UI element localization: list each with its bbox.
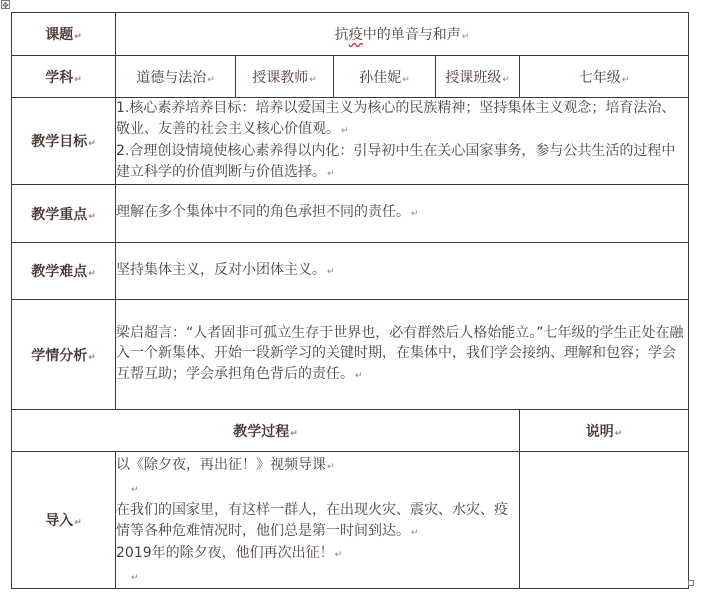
objectives-label-cell — [12, 98, 116, 185]
paragraph-mark-icon: ↵ — [309, 74, 317, 85]
paragraph-mark-icon: ↵ — [355, 370, 363, 381]
paragraph-mark-icon: ↵ — [74, 32, 82, 42]
paragraph-mark-icon: ↵ — [402, 74, 410, 85]
topic-title-pre: 抗 — [334, 27, 349, 43]
difficulties-content-cell[interactable] — [116, 243, 689, 300]
paragraph-mark-icon: ↵ — [411, 209, 419, 220]
paragraph-mark-icon: ↵ — [341, 125, 349, 136]
key-points-label-cell — [12, 185, 116, 243]
table-resize-handle[interactable] — [688, 580, 694, 586]
difficulties-text: 坚持集体主义，反对小团体主义。 — [116, 261, 326, 278]
row-key-points — [12, 185, 689, 243]
intro-note-cell[interactable] — [520, 452, 689, 589]
topic-title-spell: 疫 — [348, 27, 363, 43]
difficulties-label-cell — [12, 243, 116, 300]
key-points-text: 理解在多个集体中不同的角色承担不同的责任。 — [116, 204, 410, 221]
row-analysis — [12, 300, 689, 410]
topic-title-post: 中的单音与和声 — [362, 27, 461, 43]
objective-line-2-text: 2.合理创设情境使核心素养得以内化：引导初中生在关心国家事务，参与公共生活的过程中建立科学的价值判断与价值选择。 — [116, 143, 676, 180]
subject-value-cell[interactable] — [116, 56, 236, 98]
objectives-label: 教学目标 — [31, 134, 88, 150]
paragraph-mark-icon: ↵ — [290, 428, 298, 439]
intro-empty-line-2 — [116, 566, 519, 589]
key-points-label: 教学重点 — [31, 206, 88, 223]
paragraph-mark-icon: ↵ — [131, 484, 139, 495]
lesson-plan-table — [11, 12, 689, 589]
subject-label: 学科 — [45, 69, 74, 86]
subject-label-cell — [12, 56, 116, 98]
paragraph-mark-icon: ↵ — [334, 550, 343, 560]
paragraph-mark-icon: ↵ — [327, 266, 335, 277]
paragraph-mark-icon: ↵ — [411, 527, 419, 538]
intro-line-3-text: 2019年的除夕夜，他们再次出征！ — [116, 545, 334, 561]
objective-line-2 — [116, 141, 688, 184]
intro-label-cell — [12, 452, 116, 589]
paragraph-mark-icon: ↵ — [88, 211, 96, 222]
intro-line-2 — [116, 500, 519, 543]
objective-line-1-text: 1.核心素养培养目标：培养以爱国主义为核心的民族精神；坚持集体主义观念；培育法治、敬业、友善的社会主义核心价值观。 — [116, 100, 676, 137]
paragraph-mark-icon: ↵ — [88, 352, 96, 363]
row-intro — [12, 452, 689, 589]
teacher-label-cell — [236, 56, 334, 98]
note-label: 说明 — [585, 423, 614, 440]
class-label-cell — [436, 56, 520, 98]
paragraph-mark-icon: ↵ — [502, 74, 510, 85]
difficulties-label: 教学难点 — [31, 264, 88, 280]
analysis-text: 梁启超言：“人者固非可孤立生存于世界也，必有群然后人格始能立。”七年级的学生正处在融入一个新集体、开始一段新学习的关键时期，在集体中，我们学会接纳、理解和包容；学会互帮互助；学会承担角色背后的责任。 — [116, 324, 684, 382]
row-topic — [12, 13, 689, 56]
paragraph-mark-icon: ↵ — [461, 32, 470, 42]
topic-label: 课题 — [45, 27, 74, 43]
intro-line-2-text: 在我们的国家里，有这样一群人，在出现火灾、震灾、水灾、疫情等各种危难情况时，他们总是第一时间到达。 — [116, 502, 508, 539]
objective-line-1 — [116, 98, 688, 141]
paragraph-mark-icon: ↵ — [88, 269, 96, 279]
paragraph-mark-icon: ↵ — [327, 168, 335, 179]
paragraph-mark-icon: ↵ — [327, 462, 335, 472]
table-anchor-icon[interactable]: ✥ — [2, 1, 9, 10]
class-value: 七年级 — [578, 69, 621, 86]
class-value-cell[interactable] — [520, 56, 689, 98]
intro-line-3 — [116, 543, 519, 566]
paragraph-mark-icon: ↵ — [74, 74, 82, 85]
intro-label: 导入 — [45, 513, 74, 529]
row-objectives — [12, 98, 689, 185]
note-label-cell — [520, 410, 689, 452]
paragraph-mark-icon: ↵ — [88, 139, 96, 149]
subject-value: 道德与法治 — [136, 69, 207, 86]
analysis-label-cell — [12, 300, 116, 410]
teacher-value: 孙佳妮 — [359, 69, 402, 86]
intro-content-cell[interactable] — [116, 452, 520, 589]
paragraph-mark-icon: ↵ — [614, 428, 623, 439]
key-points-content-cell[interactable] — [116, 185, 689, 243]
intro-line-1-text: 以《除夕夜，再出征！》视频导课 — [116, 457, 326, 473]
topic-label-cell — [12, 13, 116, 56]
analysis-content-cell[interactable] — [116, 300, 689, 410]
class-label: 授课班级 — [445, 69, 502, 86]
process-label-cell — [12, 410, 520, 452]
paragraph-mark-icon: ↵ — [131, 572, 139, 583]
topic-title-cell[interactable] — [116, 13, 689, 56]
row-difficulties — [12, 243, 689, 300]
teacher-value-cell[interactable] — [334, 56, 436, 98]
row-process-header — [12, 410, 689, 452]
process-label: 教学过程 — [233, 423, 290, 440]
intro-line-1 — [116, 455, 519, 478]
paragraph-mark-icon: ↵ — [207, 74, 215, 85]
objectives-content-cell[interactable] — [116, 98, 689, 185]
row-subject — [12, 56, 689, 98]
intro-empty-line-1 — [116, 478, 519, 501]
paragraph-mark-icon: ↵ — [74, 518, 82, 528]
paragraph-mark-icon: ↵ — [621, 74, 630, 85]
analysis-label: 学情分析 — [31, 347, 88, 364]
teacher-label: 授课教师 — [252, 69, 309, 86]
